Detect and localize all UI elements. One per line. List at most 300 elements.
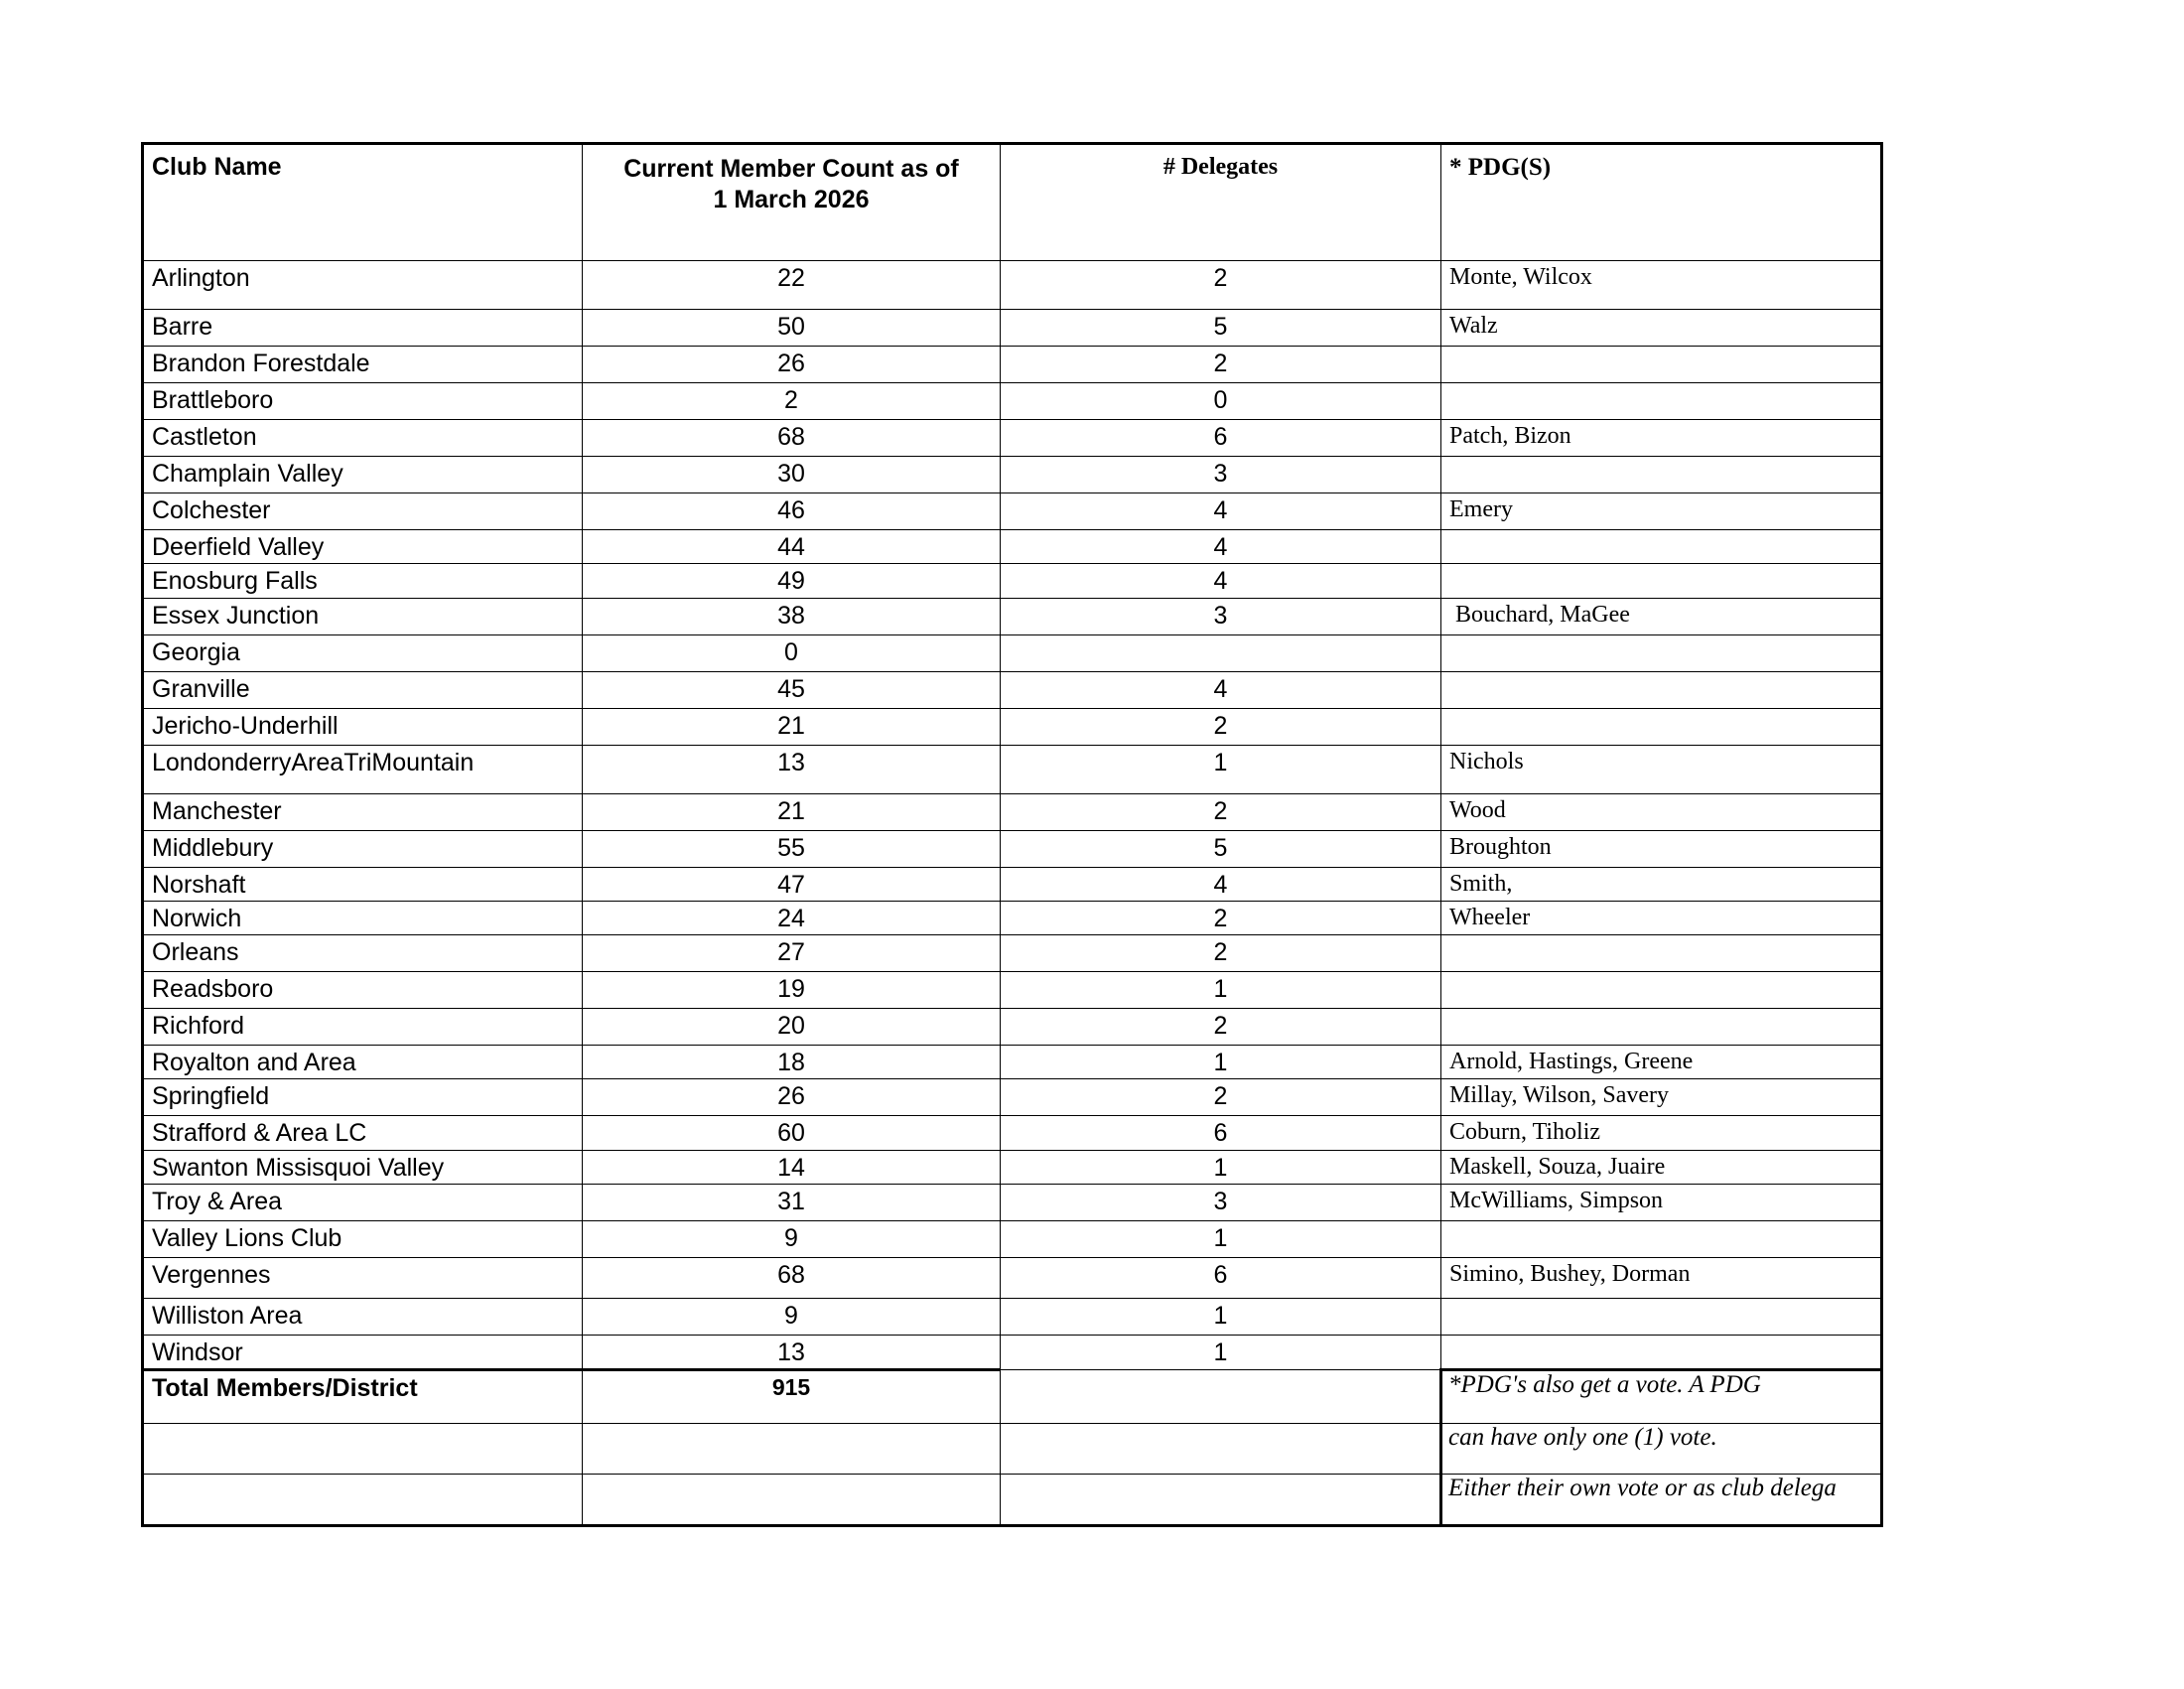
cell-member-count [583, 671, 1001, 708]
cell-club-name-text: Norwich [152, 904, 242, 932]
cell-member-count [583, 1009, 1001, 1046]
cell-member-count [583, 1150, 1001, 1184]
table-row [143, 383, 1882, 420]
cell-member-count-text: 47 [777, 870, 805, 899]
cell-club-name-text: Georgia [152, 637, 240, 666]
cell-member-count [583, 1079, 1001, 1116]
cell-member-count-text: 45 [777, 674, 805, 703]
cell-pdg [1441, 745, 1882, 793]
cell-member-count [583, 310, 1001, 347]
cell-club-name-text: Brandon Forestdale [152, 350, 370, 377]
cell-club-name-text: Orleans [152, 938, 239, 966]
table-row [143, 830, 1882, 867]
cell-delegates [1001, 564, 1441, 598]
cell-pdg-text: Wheeler [1449, 904, 1531, 930]
cell-pdg [1441, 1298, 1882, 1335]
pdg-note-2-text: can have only one (1) vote. [1448, 1424, 1717, 1451]
cell-delegates-text: 1 [1213, 1153, 1228, 1182]
cell-member-count [583, 1046, 1001, 1079]
cell-member-count-text: 14 [777, 1153, 805, 1182]
cell-club-name [143, 1220, 583, 1257]
cell-delegates-text: 4 [1213, 533, 1228, 561]
cell-member-count-text: 9 [784, 1223, 798, 1252]
cell-member-count [583, 1335, 1001, 1369]
table-row [143, 1079, 1882, 1116]
cell-member-count [583, 457, 1001, 493]
cell-club-name-text: Readsboro [152, 975, 274, 1003]
cell-club-name [143, 1046, 583, 1079]
cell-delegates-text: 1 [1213, 975, 1228, 1003]
cell-member-count-text: 60 [777, 1119, 805, 1148]
cell-pdg [1441, 383, 1882, 420]
cell-total-count [583, 1370, 1001, 1424]
cell-club-name-text: Champlain Valley [152, 460, 343, 488]
cell-club-name-text: Troy & Area [152, 1187, 283, 1215]
cell-delegates [1001, 935, 1441, 972]
cell-club-name [143, 901, 583, 934]
cell-pdg-text [1441, 564, 1880, 571]
empty-text [1001, 1475, 1439, 1498]
cell-pdg-text: Coburn, Tiholiz [1449, 1119, 1601, 1146]
cell-club-name [143, 1298, 583, 1335]
cell-empty [583, 1475, 1001, 1526]
cell-delegates [1001, 420, 1441, 457]
table-header [143, 144, 1882, 261]
cell-delegates-text: 5 [1213, 833, 1228, 862]
cell-club-name-text: Windsor [152, 1337, 243, 1366]
cell-pdg-text [1441, 709, 1880, 716]
cell-club-name-text: Granville [152, 674, 250, 703]
table-row [143, 347, 1882, 383]
cell-empty [1001, 1475, 1441, 1526]
cell-club-name [143, 745, 583, 793]
cell-club-name [143, 1257, 583, 1298]
cell-delegates [1001, 598, 1441, 634]
cell-member-count [583, 972, 1001, 1009]
cell-pdg [1441, 598, 1882, 634]
cell-pdg [1441, 1220, 1882, 1257]
cell-member-count-text: 2 [784, 386, 798, 414]
cell-pdg [1441, 1116, 1882, 1150]
cell-member-count [583, 901, 1001, 934]
table-row [143, 598, 1882, 634]
cell-member-count-text: 68 [777, 423, 805, 451]
note-row [143, 1424, 1882, 1475]
cell-member-count [583, 420, 1001, 457]
cell-club-name-text: Castleton [152, 423, 257, 451]
cell-pdg-text: Smith, [1449, 870, 1513, 897]
cell-member-count-text: 38 [777, 601, 805, 630]
cell-delegates [1001, 1046, 1441, 1079]
cell-pdg [1441, 530, 1882, 564]
pdg-note-3-text: Either their own vote or as club delega [1448, 1475, 1837, 1501]
cell-club-name-text: Vergennes [152, 1260, 271, 1289]
cell-club-name [143, 1009, 583, 1046]
cell-delegates-text: 4 [1213, 674, 1228, 703]
cell-pdg-text [1441, 672, 1880, 679]
cell-member-count-text: 0 [784, 637, 798, 666]
cell-delegates [1001, 493, 1441, 530]
table-row [143, 1046, 1882, 1079]
cell-empty [1001, 1424, 1441, 1475]
cell-pdg [1441, 1257, 1882, 1298]
cell-club-name [143, 564, 583, 598]
cell-member-count [583, 1184, 1001, 1220]
table-row [143, 420, 1882, 457]
cell-total-delegates [1001, 1370, 1441, 1424]
header-cell-club-name [143, 144, 583, 261]
cell-member-count-text: 46 [777, 496, 805, 524]
cell-pdg [1441, 867, 1882, 901]
table-row [143, 310, 1882, 347]
cell-club-name-text: Strafford & Area LC [152, 1119, 367, 1148]
cell-member-count [583, 830, 1001, 867]
header-cell-delegates [1001, 144, 1441, 261]
cell-pdg-note-2 [1441, 1424, 1882, 1475]
cell-pdg [1441, 1079, 1882, 1116]
cell-member-count-text: 13 [777, 1337, 805, 1366]
cell-member-count [583, 935, 1001, 972]
cell-delegates-text: 1 [1213, 1049, 1228, 1076]
cell-delegates-text: 0 [1213, 386, 1228, 414]
table-row [143, 1116, 1882, 1150]
cell-club-name [143, 598, 583, 634]
cell-member-count-text: 68 [777, 1260, 805, 1289]
cell-delegates-text: 5 [1213, 313, 1228, 341]
cell-club-name [143, 671, 583, 708]
cell-member-count [583, 1298, 1001, 1335]
cell-member-count-text: 55 [777, 833, 805, 862]
cell-delegates [1001, 671, 1441, 708]
cell-member-count [583, 598, 1001, 634]
empty-text [583, 1424, 1000, 1448]
cell-delegates [1001, 347, 1441, 383]
cell-member-count-text: 26 [777, 350, 805, 377]
header-label-delegates: # Delegates [1162, 154, 1279, 180]
cell-delegates-text: 4 [1213, 567, 1228, 596]
cell-delegates [1001, 745, 1441, 793]
cell-pdg-text: Patch, Bizon [1449, 423, 1571, 449]
cell-member-count-text: 27 [777, 938, 805, 966]
table-row [143, 901, 1882, 934]
cell-delegates [1001, 1079, 1441, 1116]
header-row [143, 144, 1882, 261]
cell-pdg-text: McWilliams, Simpson [1449, 1187, 1664, 1213]
cell-member-count-text: 20 [777, 1012, 805, 1040]
cell-member-count-text: 26 [777, 1082, 805, 1111]
cell-club-name-text: Colchester [152, 496, 271, 524]
cell-club-name-text: LondonderryAreaTriMountain [152, 748, 475, 776]
cell-pdg-text [1441, 1299, 1880, 1306]
table-row [143, 634, 1882, 671]
cell-member-count [583, 1220, 1001, 1257]
cell-pdg-text: Broughton [1449, 833, 1552, 860]
cell-delegates-text: 2 [1213, 1012, 1228, 1040]
table-row [143, 793, 1882, 830]
cell-member-count-text: 50 [777, 313, 805, 341]
cell-pdg [1441, 972, 1882, 1009]
cell-club-name [143, 867, 583, 901]
cell-delegates [1001, 634, 1441, 671]
pdg-note-1-text: *PDG's also get a vote. A PDG [1448, 1371, 1761, 1398]
cell-delegates [1001, 1335, 1441, 1369]
cell-delegates [1001, 1009, 1441, 1046]
cell-delegates [1001, 901, 1441, 934]
cell-club-name [143, 383, 583, 420]
cell-pdg-text: Maskell, Souza, Juaire [1449, 1153, 1666, 1180]
empty-text [144, 1475, 582, 1498]
cell-pdg-text: Walz [1449, 313, 1498, 339]
cell-delegates [1001, 1220, 1441, 1257]
cell-delegates [1001, 457, 1441, 493]
cell-delegates-text: 6 [1213, 1119, 1228, 1148]
table-row [143, 972, 1882, 1009]
cell-club-name [143, 457, 583, 493]
cell-delegates-text: 2 [1213, 904, 1228, 932]
cell-club-name [143, 420, 583, 457]
cell-club-name [143, 493, 583, 530]
cell-delegates [1001, 867, 1441, 901]
cell-delegates [1001, 1116, 1441, 1150]
cell-club-name-text: Norshaft [152, 870, 246, 899]
cell-member-count [583, 1257, 1001, 1298]
cell-club-name [143, 1150, 583, 1184]
cell-club-name [143, 935, 583, 972]
header-count-line-2: 1 March 2026 [713, 186, 870, 214]
cell-member-count-text: 21 [777, 796, 805, 825]
cell-delegates [1001, 972, 1441, 1009]
cell-club-name-text: Royalton and Area [152, 1049, 356, 1076]
table-row [143, 530, 1882, 564]
cell-delegates-text: 2 [1213, 711, 1228, 740]
cell-pdg [1441, 793, 1882, 830]
cell-club-name [143, 634, 583, 671]
table-row [143, 1184, 1882, 1220]
cell-pdg [1441, 420, 1882, 457]
cell-club-name [143, 972, 583, 1009]
cell-empty [143, 1424, 583, 1475]
cell-pdg [1441, 1046, 1882, 1079]
cell-member-count-text: 9 [784, 1301, 798, 1330]
cell-delegates [1001, 310, 1441, 347]
header-label-club-name: Club Name [152, 153, 282, 181]
cell-delegates-text: 2 [1213, 938, 1228, 966]
cell-member-count [583, 793, 1001, 830]
cell-pdg [1441, 261, 1882, 310]
cell-club-name [143, 793, 583, 830]
cell-pdg [1441, 708, 1882, 745]
cell-pdg [1441, 935, 1882, 972]
cell-club-name [143, 347, 583, 383]
cell-club-name-text: Jericho-Underhill [152, 711, 339, 740]
cell-pdg-text [1441, 1336, 1880, 1342]
cell-delegates-text: 3 [1213, 601, 1228, 630]
cell-club-name [143, 530, 583, 564]
cell-club-name [143, 1184, 583, 1220]
cell-pdg-text: Millay, Wilson, Savery [1449, 1082, 1670, 1109]
empty-text [583, 1475, 1000, 1498]
cell-member-count [583, 708, 1001, 745]
total-row [143, 1370, 1882, 1424]
cell-club-name-text: Valley Lions Club [152, 1223, 342, 1252]
cell-pdg-text: Wood [1449, 796, 1506, 823]
cell-delegates [1001, 261, 1441, 310]
cell-member-count-text: 49 [777, 567, 805, 596]
cell-pdg-text [1441, 635, 1880, 642]
cell-delegates [1001, 708, 1441, 745]
table-row [143, 1150, 1882, 1184]
cell-pdg-text [1441, 935, 1880, 942]
table-row [143, 457, 1882, 493]
cell-member-count-text: 13 [777, 748, 805, 776]
cell-club-name-text: Barre [152, 313, 213, 341]
cell-delegates-text: 1 [1213, 1337, 1228, 1366]
cell-pdg [1441, 901, 1882, 934]
cell-pdg-text [1441, 1009, 1880, 1016]
cell-delegates-text: 2 [1213, 264, 1228, 292]
cell-club-name-text: Enosburg Falls [152, 567, 318, 596]
cell-delegates-text: 3 [1213, 1187, 1228, 1215]
cell-club-name-text: Springfield [152, 1082, 270, 1111]
cell-delegates-text: 4 [1213, 496, 1228, 524]
cell-club-name-text: Essex Junction [152, 601, 320, 630]
cell-club-name-text: Brattleboro [152, 386, 274, 414]
cell-delegates-text: 6 [1213, 1260, 1228, 1289]
cell-pdg [1441, 310, 1882, 347]
cell-pdg [1441, 457, 1882, 493]
cell-delegates-text: 6 [1213, 423, 1228, 451]
header-count-line-1: Current Member Count as of [623, 155, 959, 183]
total-delegates-text [1001, 1370, 1439, 1377]
cell-delegates [1001, 530, 1441, 564]
cell-pdg-text: Nichols [1449, 748, 1524, 774]
cell-delegates-text [1001, 635, 1440, 642]
cell-delegates [1001, 1150, 1441, 1184]
cell-member-count [583, 347, 1001, 383]
cell-pdg [1441, 1009, 1882, 1046]
cell-club-name [143, 261, 583, 310]
cell-pdg [1441, 1150, 1882, 1184]
table-row [143, 1257, 1882, 1298]
cell-member-count [583, 745, 1001, 793]
header-cell-member-count [583, 144, 1001, 261]
cell-pdg [1441, 564, 1882, 598]
cell-pdg [1441, 671, 1882, 708]
cell-member-count-text: 30 [777, 460, 805, 488]
cell-empty [583, 1424, 1001, 1475]
club-delegate-table [141, 142, 1883, 1527]
cell-delegates [1001, 830, 1441, 867]
cell-delegates [1001, 1184, 1441, 1220]
cell-member-count [583, 564, 1001, 598]
cell-club-name-text: Middlebury [152, 833, 274, 862]
cell-member-count [583, 530, 1001, 564]
cell-club-name [143, 708, 583, 745]
cell-pdg-text: Bouchard, MaGee [1455, 601, 1630, 628]
cell-delegates [1001, 383, 1441, 420]
cell-pdg-text [1441, 347, 1880, 353]
cell-member-count-text: 19 [777, 975, 805, 1003]
cell-delegates-text: 1 [1213, 1301, 1228, 1330]
cell-member-count [583, 634, 1001, 671]
cell-total-label [143, 1370, 583, 1424]
cell-pdg-note-3 [1441, 1475, 1882, 1526]
cell-member-count [583, 1116, 1001, 1150]
cell-pdg-text [1441, 1221, 1880, 1228]
table-row [143, 671, 1882, 708]
cell-club-name-text: Manchester [152, 796, 282, 825]
total-label-text: Total Members/District [152, 1374, 418, 1402]
delegate-table-container [141, 142, 1880, 1527]
table-row [143, 1220, 1882, 1257]
cell-delegates-text: 4 [1213, 870, 1228, 899]
cell-member-count [583, 493, 1001, 530]
table-row [143, 261, 1882, 310]
cell-delegates [1001, 1257, 1441, 1298]
cell-pdg-text: Monte, Wilcox [1449, 264, 1592, 290]
total-count-text: 915 [771, 1374, 811, 1400]
cell-delegates-text: 2 [1213, 350, 1228, 377]
cell-member-count-text: 22 [777, 264, 805, 292]
header-label-pdg: * PDG(S) [1449, 154, 1552, 181]
empty-text [1001, 1424, 1439, 1448]
cell-member-count [583, 867, 1001, 901]
cell-pdg-text [1441, 530, 1880, 537]
cell-pdg [1441, 634, 1882, 671]
cell-member-count [583, 261, 1001, 310]
cell-member-count-text: 31 [777, 1187, 805, 1215]
cell-empty [143, 1475, 583, 1526]
cell-club-name [143, 1079, 583, 1116]
note-row [143, 1475, 1882, 1526]
table-row [143, 1298, 1882, 1335]
table-row [143, 493, 1882, 530]
cell-club-name [143, 310, 583, 347]
cell-club-name [143, 1335, 583, 1369]
cell-delegates-text: 3 [1213, 460, 1228, 488]
cell-pdg-note-1 [1441, 1370, 1882, 1424]
cell-delegates [1001, 1298, 1441, 1335]
cell-pdg [1441, 830, 1882, 867]
cell-club-name [143, 1116, 583, 1150]
cell-club-name-text: Swanton Missisquoi Valley [152, 1153, 445, 1182]
cell-member-count [583, 383, 1001, 420]
table-body [143, 261, 1882, 1526]
cell-delegates-text: 2 [1213, 796, 1228, 825]
cell-member-count-text: 21 [777, 711, 805, 740]
cell-pdg-text [1441, 457, 1880, 464]
cell-club-name-text: Richford [152, 1012, 245, 1040]
cell-club-name-text: Williston Area [152, 1301, 303, 1330]
cell-delegates-text: 2 [1213, 1082, 1228, 1111]
cell-delegates-text: 1 [1213, 1223, 1228, 1252]
cell-delegates [1001, 793, 1441, 830]
cell-pdg-text: Simino, Bushey, Dorman [1449, 1260, 1691, 1287]
cell-club-name-text: Arlington [152, 264, 250, 292]
cell-club-name [143, 830, 583, 867]
cell-member-count-text: 24 [777, 904, 805, 932]
table-row [143, 745, 1882, 793]
table-row [143, 708, 1882, 745]
empty-text [144, 1424, 582, 1448]
cell-pdg-text [1441, 383, 1880, 390]
table-row [143, 935, 1882, 972]
cell-pdg-text: Emery [1449, 496, 1513, 522]
cell-pdg-text [1441, 972, 1880, 979]
cell-member-count-text: 18 [777, 1049, 805, 1076]
table-row [143, 867, 1882, 901]
cell-pdg [1441, 493, 1882, 530]
